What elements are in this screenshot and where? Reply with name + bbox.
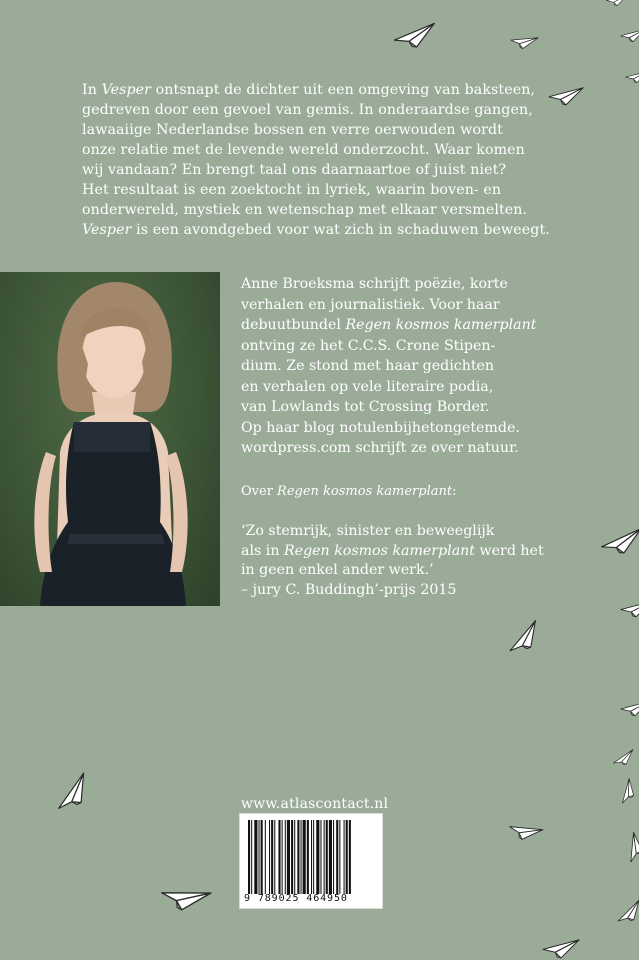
paper-airplane-icon <box>620 600 639 618</box>
blurb-line: lawaaiige Nederlandse bossen en verre oerwouden wordt <box>82 122 503 138</box>
quote-title-italic: Regen kosmos kamerplant <box>283 542 475 559</box>
bio-line: ontving ze het C.C.S. Crone Stipen- <box>241 337 496 354</box>
publisher-website[interactable]: www.atlascontact.nl <box>241 796 389 812</box>
barcode-bars <box>248 820 376 894</box>
blurb-line: In Vesper ontsnapt de dichter uit een omgeving van baksteen, <box>82 82 536 98</box>
bio-line: wordpress.com schrijft ze over natuur. <box>241 440 519 456</box>
author-bio <box>241 274 541 459</box>
blurb-line: onderwereld, mystiek en wetenschap met elkaar versmelten. <box>82 202 528 218</box>
paper-airplane-icon <box>606 0 628 6</box>
quote-line: ‘Zo stemrijk, sinister en beweeglijk <box>241 523 495 539</box>
paper-airplane-icon <box>392 21 439 51</box>
bio-line: Op haar blog notulenbijhetongetemde. <box>241 419 520 436</box>
book-title-italic: Vesper <box>101 82 152 98</box>
bio-line: en verhalen op vele literaire podia, <box>241 378 494 395</box>
book-title-italic: Vesper <box>82 222 132 238</box>
paper-airplane-icon <box>49 771 98 818</box>
review-quote <box>241 522 544 600</box>
bio-line: debuutbundel Regen kosmos kamerplant <box>241 317 537 333</box>
blurb-line: Het resultaat is een zoektocht in lyriek, waarin boven- en <box>82 182 502 198</box>
paper-airplane-icon <box>615 777 639 807</box>
paper-airplane-icon <box>620 700 639 717</box>
bio-line: verhalen en journalistiek. Voor haar <box>241 296 500 313</box>
bio-line: dium. Ze stond met haar gedichten <box>241 358 495 374</box>
isbn-barcode <box>239 813 383 909</box>
paper-airplane-icon <box>610 748 637 769</box>
paper-airplane-icon <box>506 817 544 846</box>
paper-airplane-icon <box>622 831 639 865</box>
paper-airplane-icon <box>542 938 580 959</box>
blurb-line: gedreven door een gevoel van gemis. In onderaardse gangen, <box>82 102 533 118</box>
paper-airplane-icon <box>625 70 639 83</box>
isbn-digits: 9 789025 464950 <box>244 893 348 904</box>
review-heading: Over Regen kosmos kamerplant: <box>241 484 457 499</box>
paper-airplane-icon <box>620 28 639 42</box>
blurb-line: Vesper is een avondgebed voor wat zich in schaduwen beweegt. <box>82 222 550 238</box>
bio-line: van Lowlands tot Crossing Border. <box>241 399 490 415</box>
paper-airplane-icon <box>502 619 547 660</box>
blurb-text <box>82 80 550 240</box>
review-title-italic: Regen kosmos kamerplant <box>277 484 453 499</box>
quote-line: als in Regen kosmos kamerplant werd het <box>241 542 544 559</box>
author-photo <box>0 272 220 606</box>
author-portrait-illustration <box>0 272 220 606</box>
paper-airplane-icon <box>598 526 639 557</box>
bio-line: Anne Broeksma schrijft poëzie, korte <box>241 276 508 292</box>
paper-airplane-icon <box>509 32 539 52</box>
paper-airplane-icon <box>157 878 212 918</box>
paper-airplane-icon <box>548 86 584 106</box>
paper-airplane-icon <box>613 899 639 928</box>
quote-attribution: – jury C. Buddingh’-prijs 2015 <box>241 581 457 598</box>
debut-title-italic: Regen kosmos kamerplant <box>345 317 537 333</box>
quote-line: in geen enkel ander werk.’ <box>241 562 434 578</box>
blurb-line: onze relatie met de levende wereld onderzocht. Waar komen <box>82 142 525 158</box>
blurb-line: wij vandaan? En brengt taal ons daarnaartoe of juist niet? <box>82 162 507 178</box>
